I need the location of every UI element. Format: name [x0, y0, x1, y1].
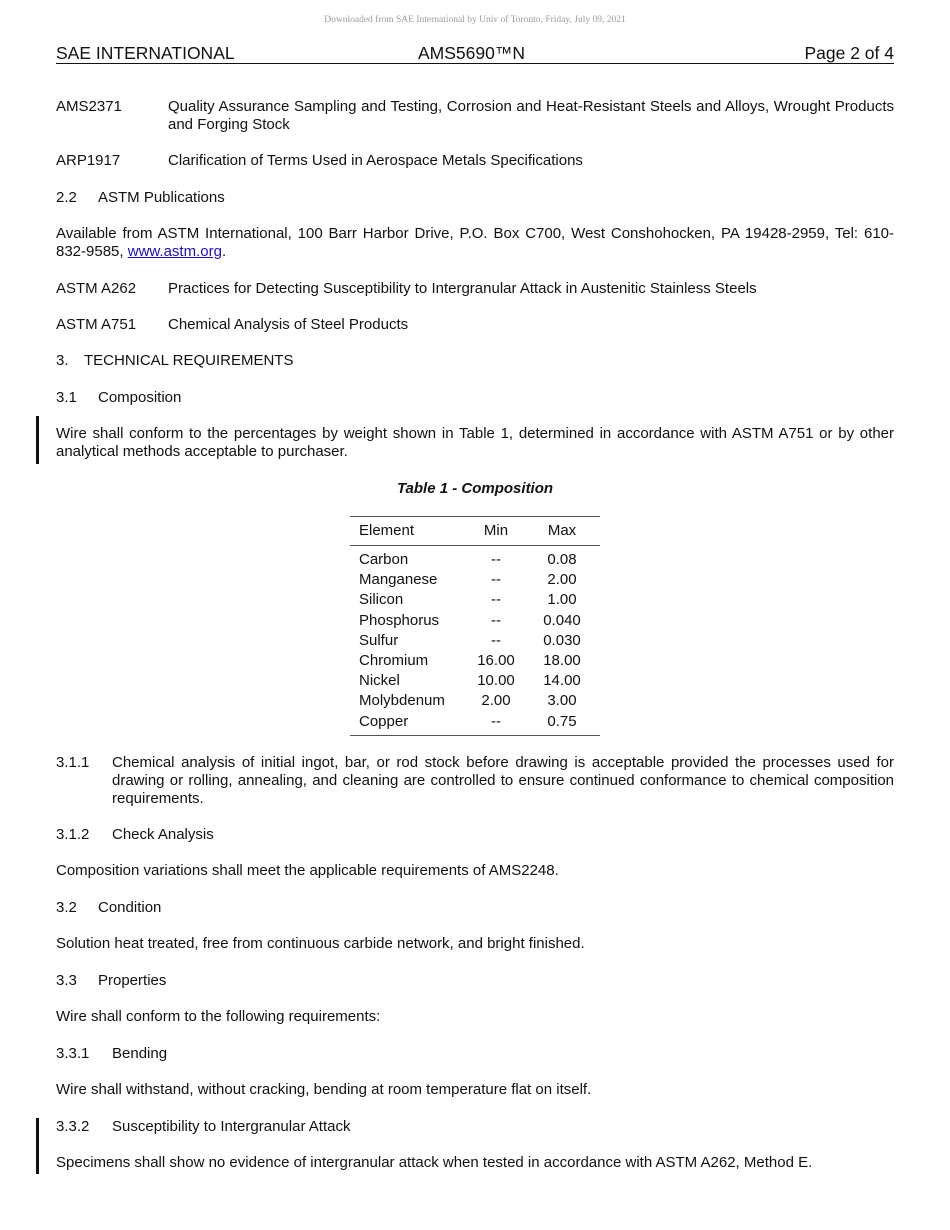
table-body [350, 546, 600, 735]
section-number: 2.2 [56, 189, 77, 206]
reference-code: AMS2371 [56, 98, 122, 115]
header-org: SAE INTERNATIONAL [56, 43, 235, 63]
table-row [350, 691, 600, 711]
reference-title: Chemical Analysis of Steel Products [168, 316, 409, 333]
section-3-1-1 [56, 754, 894, 808]
section-heading-3-3-1 [56, 1045, 894, 1063]
section-title: Check Analysis [112, 826, 214, 843]
condition-paragraph: Solution heat treated, free from continuous carbide network, and bright finished. [56, 935, 585, 952]
reference-arp1917 [56, 152, 894, 170]
section-number: 3.1.1 [56, 754, 90, 771]
table-header-row [350, 517, 600, 546]
section-heading-3 [56, 352, 894, 370]
cell-element: Molybdenum [359, 692, 445, 710]
cell-min: 10.00 [477, 672, 515, 690]
section-title: Bending [112, 1045, 168, 1062]
cell-element: Phosphorus [359, 611, 440, 629]
cell-min: -- [491, 611, 501, 629]
cell-min: -- [491, 631, 501, 649]
astm-availability-period: . [221, 243, 227, 260]
section-number: 3.1.2 [56, 826, 90, 843]
cell-min: -- [491, 712, 501, 730]
cell-max: 18.00 [543, 651, 581, 669]
cell-max: 0.75 [547, 712, 577, 730]
properties-paragraph: Wire shall conform to the following requirements: [56, 1008, 381, 1025]
table-row [350, 631, 600, 651]
section-number: 3.3.2 [56, 1118, 90, 1135]
cell-max: 14.00 [543, 672, 581, 690]
astm-availability-text: Available from ASTM International, 100 Barr Harbor Drive, P.O. Box C700, West Conshohocken, PA 19428-2959, Tel: 610-832-9585, [56, 225, 894, 260]
cell-min: -- [491, 551, 501, 568]
cell-min: 16.00 [477, 651, 515, 669]
section-number: 3.1 [56, 389, 77, 406]
section-title: Properties [98, 972, 167, 989]
reference-astm-a262 [56, 280, 894, 298]
astm-availability-paragraph [56, 225, 894, 261]
header-doc-id: AMS5690™N [418, 43, 525, 63]
cell-max: 3.00 [547, 692, 577, 710]
bending-paragraph: Wire shall withstand, without cracking, bending at room temperature flat on itself. [56, 1081, 592, 1098]
cell-element: Copper [359, 712, 409, 730]
reference-code: ASTM A751 [56, 316, 137, 333]
section-heading-2-2 [56, 189, 894, 207]
cell-max: 0.08 [547, 551, 577, 568]
section-title: Susceptibility to Intergranular Attack [112, 1118, 351, 1135]
cell-element: Nickel [359, 672, 400, 690]
column-header-min: Min [483, 522, 509, 539]
table-row [350, 570, 600, 590]
download-watermark: Downloaded from SAE International by Univ of Toronto, Friday, July 09, 2021 [324, 15, 626, 25]
cell-min: -- [491, 591, 501, 609]
section-title: Condition [98, 899, 162, 916]
cell-min: 2.00 [481, 692, 511, 710]
reference-ams2371 [56, 98, 894, 134]
section-number: 3.3.1 [56, 1045, 90, 1062]
table-title: Table 1 - Composition [396, 480, 554, 497]
column-header-element: Element [359, 522, 415, 539]
section-heading-3-2 [56, 899, 894, 917]
reference-title: Practices for Detecting Susceptibility to Intergranular Attack in Austenitic Stainless Steels [168, 280, 757, 297]
reference-code: ARP1917 [56, 152, 121, 169]
astm-website-link[interactable]: www.astm.org [127, 243, 222, 260]
reference-astm-a751 [56, 316, 894, 334]
table-row [350, 590, 600, 610]
reference-title: Quality Assurance Sampling and Testing, Corrosion and Heat-Resistant Steels and Alloys, Wrought Products and Forging Stock [168, 98, 894, 133]
revision-bar [36, 1118, 39, 1174]
check-analysis-paragraph: Composition variations shall meet the applicable requirements of AMS2248. [56, 862, 559, 879]
table-row [350, 611, 600, 631]
cell-max: 2.00 [547, 571, 577, 589]
intergranular-paragraph: Specimens shall show no evidence of intergranular attack when tested in accordance with ASTM A262, Method E. [56, 1154, 813, 1171]
section-title: Composition [98, 389, 182, 406]
reference-code: ASTM A262 [56, 280, 137, 297]
table-row [350, 550, 600, 570]
composition-table [350, 516, 600, 736]
column-header-max: Max [547, 522, 577, 539]
cell-element: Manganese [359, 571, 438, 589]
section-heading-3-1-2 [56, 826, 894, 844]
section-title: ASTM Publications [98, 189, 225, 206]
page-header [56, 43, 894, 64]
section-heading-3-3-2 [56, 1118, 894, 1136]
table-row [350, 651, 600, 671]
cell-max: 1.00 [547, 591, 577, 609]
cell-element: Carbon [359, 551, 409, 568]
cell-element: Sulfur [359, 631, 399, 649]
section-heading-3-1 [56, 389, 894, 407]
section-text: Chemical analysis of initial ingot, bar, or rod stock before drawing is acceptable provided the processes used for drawing or rolling, annealing, and cleaning are controlled to ensure continued conformance to chemical composition requirements. [112, 754, 894, 807]
cell-element: Silicon [359, 591, 404, 609]
cell-min: -- [491, 571, 501, 589]
section-heading-3-3 [56, 972, 894, 990]
header-page-number: Page 2 of 4 [804, 43, 894, 63]
section-title: TECHNICAL REQUIREMENTS [84, 352, 294, 369]
section-number: 3.3 [56, 972, 77, 989]
table-row [350, 671, 600, 691]
cell-max: 0.040 [543, 611, 581, 629]
section-number: 3.2 [56, 899, 77, 916]
table-row [350, 712, 600, 732]
reference-title: Clarification of Terms Used in Aerospace Metals Specifications [168, 152, 583, 169]
composition-paragraph: Wire shall conform to the percentages by weight shown in Table 1, determined in accordance with ASTM A751 or by other analytical methods acceptable to purchaser. [56, 425, 894, 460]
cell-max: 0.030 [543, 631, 581, 649]
cell-element: Chromium [359, 651, 429, 669]
revision-bar [36, 416, 39, 464]
section-number: 3. [56, 352, 69, 369]
